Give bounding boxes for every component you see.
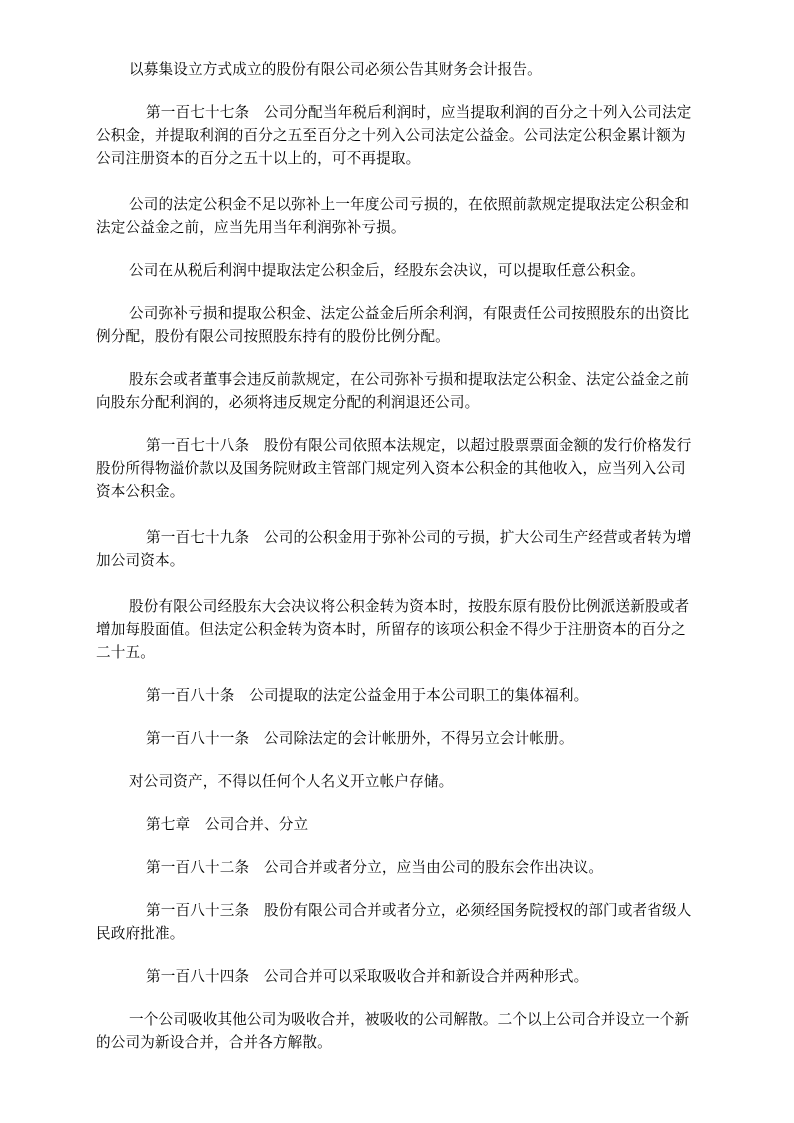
paragraph-line: 股份所得物溢价款以及国务院财政主管部门规定列入资本公积金的其他收入，应当列入公司 (96, 460, 686, 477)
paragraph-line: 第一百八十四条 公司合并可以采取吸收合并和新设合并两种形式。 (146, 968, 589, 985)
paragraph-line: 第一百七十八条 股份有限公司依照本法规定，以超过股票票面金额的发行价格发行 (146, 437, 692, 454)
paragraph-9 (96, 595, 744, 664)
paragraph-line: 以募集设立方式成立的股份有限公司必须公告其财务会计报告。 (129, 61, 542, 78)
article-184-paragraph (96, 965, 744, 988)
article-180-paragraph (96, 684, 744, 707)
article-178-paragraph (96, 434, 744, 503)
paragraph-line: 公积金，并提取利润的百分之五至百分之十列入公司法定公益金。公司法定公积金累计额为 (96, 127, 686, 144)
paragraph-line: 例分配，股份有限公司按照股东持有的股份比例分配。 (96, 328, 450, 345)
article-181-paragraph (96, 727, 744, 750)
paragraph-6 (96, 368, 744, 414)
paragraph-line: 第一百七十九条 公司的公积金用于弥补公司的亏损，扩大公司生产经营或者转为增 (146, 529, 692, 546)
paragraph-line: 第一百八十二条 公司合并或者分立，应当由公司的股东会作出决议。 (146, 859, 604, 876)
paragraph-line: 公司在从税后利润中提取法定公积金后，经股东会决议，可以提取任意公积金。 (129, 262, 646, 279)
paragraph-line: 公司的法定公积金不足以弥补上一年度公司亏损的，在依照前款规定提取法定公积金和 (129, 196, 690, 213)
paragraph-line: 公司注册资本的百分之五十以上的，可不再提取。 (96, 150, 421, 167)
paragraph-line: 第七章 公司合并、分立 (146, 816, 309, 833)
paragraph-line: 二十五。 (96, 644, 155, 661)
paragraph-line: 第一百八十条 公司提取的法定公益金用于本公司职工的集体福利。 (146, 687, 589, 704)
paragraph-line: 第一百七十七条 公司分配当年税后利润时，应当提取利润的百分之十列入公司法定 (146, 104, 692, 121)
paragraph-line: 增加每股面值。但法定公积金转为资本时，所留存的该项公积金不得少于注册资本的百分之 (96, 621, 686, 638)
article-179-paragraph (96, 526, 744, 572)
paragraph-3 (96, 193, 744, 239)
paragraph-line: 对公司资产，不得以任何个人名义开立帐户存储。 (129, 773, 454, 790)
paragraph-line: 民政府批准。 (96, 925, 185, 942)
paragraph-5 (96, 302, 744, 348)
paragraph-1 (96, 58, 744, 81)
paragraph-17 (96, 1008, 744, 1054)
paragraph-line: 股份有限公司经股东大会决议将公积金转为资本时，按股东原有股份比例派送新股或者 (129, 598, 690, 615)
paragraph-4 (96, 259, 744, 282)
paragraph-line: 一个公司吸收其他公司为吸收合并，被吸收的公司解散。二个以上公司合并设立一个新 (129, 1011, 690, 1028)
paragraph-line: 法定公益金之前，应当先用当年利润弥补亏损。 (96, 219, 406, 236)
article-183-paragraph (96, 899, 744, 945)
paragraph-line: 资本公积金。 (96, 483, 185, 500)
paragraph-line: 公司弥补亏损和提取公积金、法定公益金后所余利润，有限责任公司按照股东的出资比 (129, 305, 690, 322)
article-177-paragraph (96, 101, 744, 170)
chapter-7-heading (96, 813, 744, 836)
paragraph-line: 加公司资本。 (96, 552, 185, 569)
paragraph-line: 第一百八十三条 股份有限公司合并或者分立，必须经国务院授权的部门或者省级人 (146, 902, 692, 919)
article-182-paragraph (96, 856, 744, 879)
paragraph-line: 第一百八十一条 公司除法定的会计帐册外，不得另立会计帐册。 (146, 730, 574, 747)
paragraph-line: 向股东分配利润的，必须将违反规定分配的利润退还公司。 (96, 394, 480, 411)
paragraph-line: 的公司为新设合并，合并各方解散。 (96, 1034, 332, 1051)
paragraph-line: 股东会或者董事会违反前款规定，在公司弥补亏损和提取法定公积金、法定公益金之前 (129, 371, 690, 388)
paragraph-12 (96, 770, 744, 793)
